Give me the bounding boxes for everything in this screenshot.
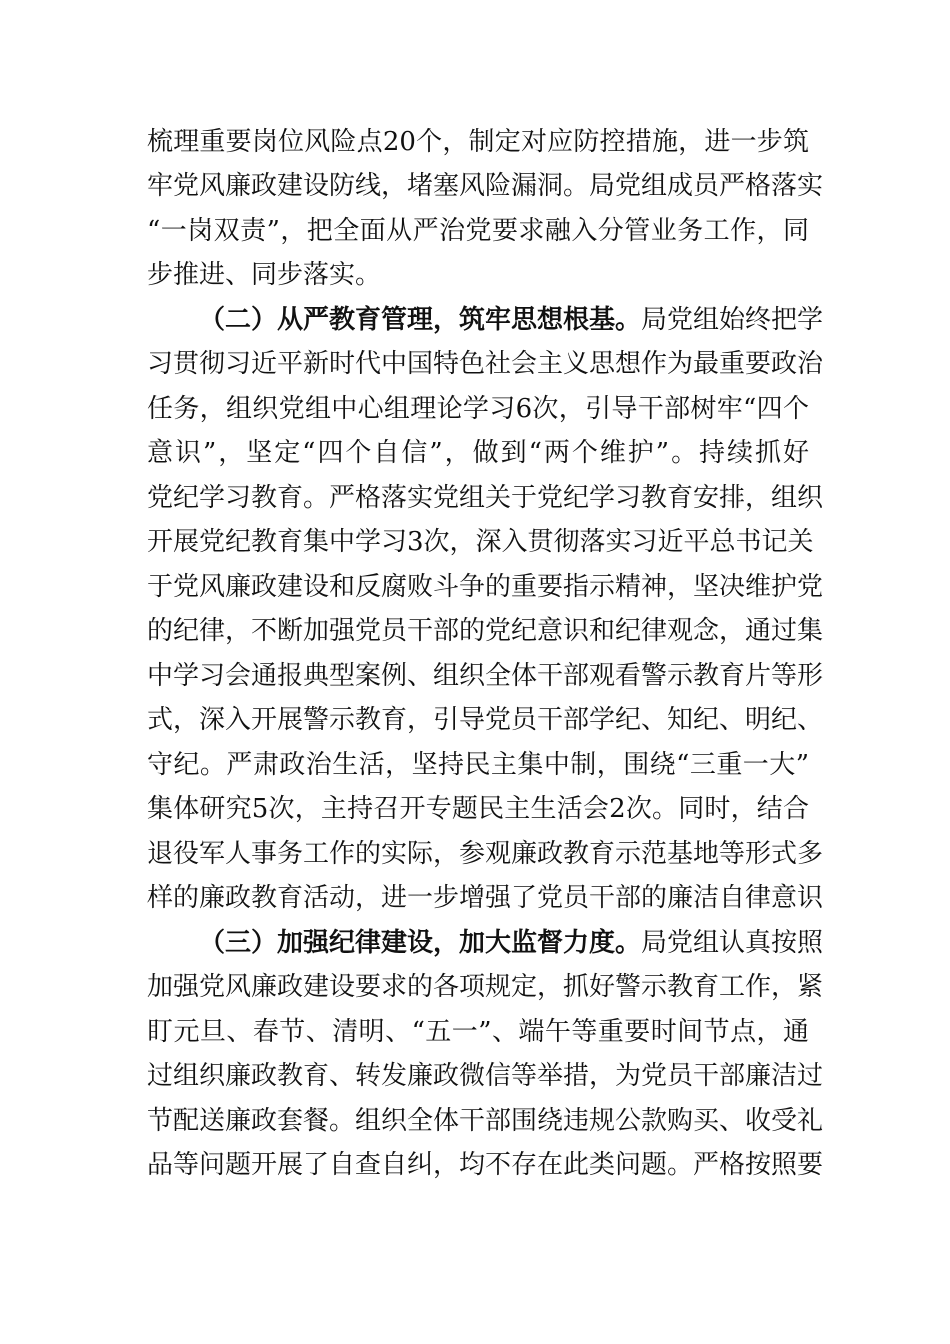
paragraph-2-line-3: 任务，组织党组中心组理论学习6次，引导干部树牢“四个	[147, 394, 809, 424]
paragraph-3-line-5: 节配送廉政套餐。组织全体干部围绕违规公款购买、收受礼	[147, 1106, 824, 1136]
paragraph-3-line-6: 品等问题开展了自查自纠，均不存在此类问题。严格按照要	[147, 1150, 824, 1180]
paragraph-3-first-line	[199, 918, 824, 968]
paragraph-3-line-2: 加强党风廉政建设要求的各项规定，抓好警示教育工作，紧	[147, 972, 824, 1002]
paragraph-2-line-8: 的纪律，不断加强党员干部的党纪意识和纪律观念，通过集	[147, 616, 824, 646]
paragraph-1-line-1: 梳理重要岗位风险点20个，制定对应防控措施，进一步筑	[147, 127, 809, 157]
paragraph-1-line-2: 牢党风廉政建设防线，堵塞风险漏洞。局党组成员严格落实	[147, 171, 824, 201]
paragraph-3-line-4: 过组织廉政教育、转发廉政微信等举措，为党员干部廉洁过	[147, 1061, 824, 1091]
paragraph-2-line-9: 中学习会通报典型案例、组织全体干部观看警示教育片等形	[147, 661, 824, 691]
paragraph-2-line-12: 集体研究5次，主持召开专题民主生活会2次。同时，结合	[147, 794, 809, 824]
paragraph-2-line-6: 开展党纪教育集中学习3次，深入贯彻落实习近平总书记关	[147, 527, 814, 557]
paragraph-3-line-3: 盯元旦、春节、清明、“五一”、端午等重要时间节点，通	[147, 1017, 809, 1047]
paragraph-2-line-10: 式，深入开展警示教育，引导党员干部学纪、知纪、明纪、	[147, 705, 824, 735]
paragraph-1-line-4: 步推进、同步落实。	[147, 260, 382, 290]
paragraph-2-line-5: 党纪学习教育。严格落实党组关于党纪学习教育安排，组织	[147, 483, 824, 513]
paragraph-2-heading: （二）从严教育管理，筑牢思想根基。	[199, 305, 642, 335]
paragraph-2-line-13: 退役军人事务工作的实际，参观廉政教育示范基地等形式多	[147, 839, 824, 869]
paragraph-2-line-1-rest: 局党组始终把学	[641, 305, 824, 335]
paragraph-2-line-4: 意识”，坚定“四个自信”，做到“两个维护”。持续抓好	[147, 438, 809, 468]
paragraph-2-line-14: 样的廉政教育活动，进一步增强了党员干部的廉洁自律意识	[147, 883, 824, 913]
paragraph-2-line-7: 于党风廉政建设和反腐败斗争的重要指示精神，坚决维护党	[147, 572, 824, 602]
paragraph-2-first-line	[199, 295, 824, 345]
paragraph-3-heading: （三）加强纪律建设，加大监督力度。	[199, 928, 642, 958]
paragraph-2-line-2: 习贯彻习近平新时代中国特色社会主义思想作为最重要政治	[147, 349, 824, 379]
paragraph-2-line-11: 守纪。严肃政治生活，坚持民主集中制，围绕“三重一大”	[147, 750, 809, 780]
paragraph-1-line-3: “一岗双责”，把全面从严治党要求融入分管业务工作，同	[147, 216, 809, 246]
paragraph-3-line-1-rest: 局党组认真按照	[641, 928, 824, 958]
